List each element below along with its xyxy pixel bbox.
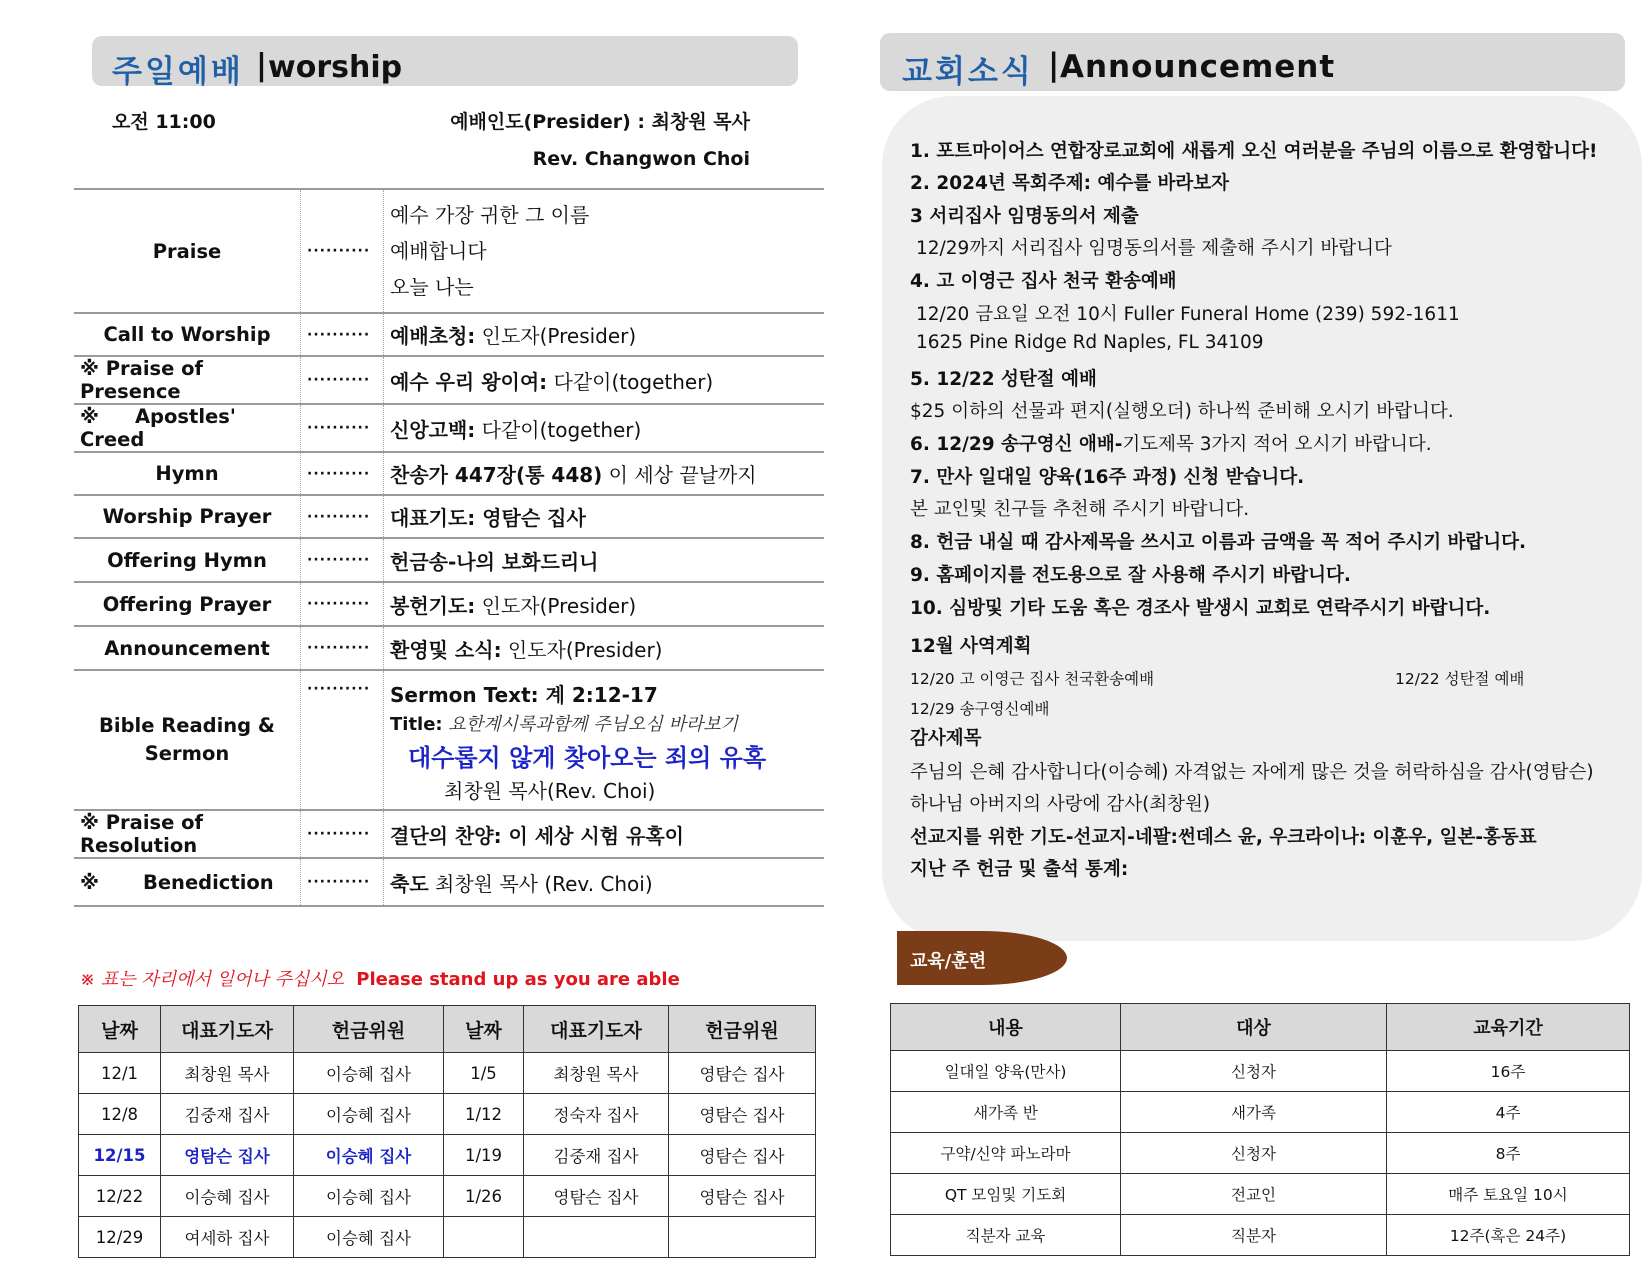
order-content-text: 최창원 목사 (Rev. Choi) xyxy=(428,871,653,896)
duty-header-row xyxy=(79,1006,816,1053)
order-dots: ·········· xyxy=(301,810,384,858)
table-cell: 구약/신약 파노라마 xyxy=(891,1133,1121,1174)
education-tab xyxy=(897,931,1067,985)
announcement-header xyxy=(880,33,1625,91)
table-cell: 12/29 xyxy=(79,1217,161,1258)
order-content xyxy=(384,313,825,356)
duty-header: 대표기도자 xyxy=(524,1006,669,1053)
table-cell: 16주 xyxy=(1387,1051,1630,1092)
announcement-detail: 12/29까지 서리집사 임명동의서를 제출해 주시기 바랍니다 xyxy=(916,238,1392,259)
table-row xyxy=(79,1176,816,1217)
order-label-text: Apostles' Creed xyxy=(80,405,236,451)
table-cell: 김중재 집사 xyxy=(161,1094,294,1135)
announcement-header-ko: 교회소식 xyxy=(902,54,1034,90)
order-row-hymn xyxy=(74,452,824,495)
worship-header-sep: | xyxy=(256,48,267,83)
table-cell: 신청자 xyxy=(1121,1051,1387,1092)
table-row xyxy=(891,1133,1630,1174)
announcement-item: 3 서리집사 임명동의서 제출 xyxy=(910,206,1139,227)
order-dots: ·········· xyxy=(301,313,384,356)
table-cell: 전교인 xyxy=(1121,1174,1387,1215)
order-content-text: 이 세상 끝날까지 xyxy=(602,463,757,487)
order-content-bold: 축도 xyxy=(390,871,429,896)
order-row-announcement xyxy=(74,626,824,670)
table-cell: 정숙자 집사 xyxy=(524,1094,669,1135)
praise-song: 예배합니다 xyxy=(390,239,487,263)
table-cell: QT 모임및 기도회 xyxy=(891,1174,1121,1215)
announcement-item: 1. 포트마이어스 연합장로교회에 새롭게 오신 여러분을 주님의 이름으로 환영합니다! xyxy=(910,141,1598,162)
order-content-bold: 신앙고백: xyxy=(390,417,476,442)
table-cell: 이승혜 집사 xyxy=(294,1135,444,1176)
order-label xyxy=(74,404,301,452)
order-dots: ·········· xyxy=(301,626,384,670)
order-label: ※ Praise of Presence xyxy=(74,356,301,404)
table-cell: 영탐슨 집사 xyxy=(669,1053,816,1094)
table-row xyxy=(79,1053,816,1094)
announcement-header-en: Announcement xyxy=(1060,49,1336,85)
table-cell: 이승혜 집사 xyxy=(294,1217,444,1258)
plan-title: 12월 사역계획 xyxy=(910,636,1032,657)
order-content xyxy=(384,495,825,538)
praise-song: 오늘 나는 xyxy=(390,275,474,299)
order-row-praise xyxy=(74,189,824,313)
announcement-detail: 1625 Pine Ridge Rd Naples, FL 34109 xyxy=(916,332,1264,353)
order-content xyxy=(384,810,825,858)
order-dots: ·········· xyxy=(301,670,384,810)
sermon-label-1: Bible Reading & xyxy=(99,714,275,737)
announcement-item-bold: 6. 12/29 송구영신 애배- xyxy=(910,434,1123,455)
table-cell: 1/5 xyxy=(444,1053,524,1094)
table-cell: 8주 xyxy=(1387,1133,1630,1174)
order-row-benediction xyxy=(74,858,824,906)
table-cell: 새가족 반 xyxy=(891,1092,1121,1133)
order-label: Praise xyxy=(74,189,301,313)
order-content xyxy=(384,582,825,626)
table-row xyxy=(79,1094,816,1135)
duty-header: 날짜 xyxy=(79,1006,161,1053)
order-dots: ·········· xyxy=(301,189,384,313)
education-header: 대상 xyxy=(1121,1004,1387,1051)
sermon-content xyxy=(384,670,825,810)
order-content-text: 인도자(Presider) xyxy=(475,593,637,618)
order-label: Hymn xyxy=(74,452,301,495)
education-header: 내용 xyxy=(891,1004,1121,1051)
table-cell: 이승혜 집사 xyxy=(294,1094,444,1135)
table-cell: 이승혜 집사 xyxy=(294,1053,444,1094)
order-content-text: 인도자(Presider) xyxy=(501,637,663,662)
order-label: Offering Hymn xyxy=(74,538,301,582)
order-of-worship xyxy=(74,188,824,907)
order-row-offering-hymn xyxy=(74,538,824,582)
duty-header: 헌금위원 xyxy=(669,1006,816,1053)
standing-mark: ※ xyxy=(80,405,99,428)
order-content-bold: 찬송가 447장(통 448) xyxy=(390,463,603,487)
education-header-row xyxy=(891,1004,1630,1051)
plan-item: 12/20 고 이영근 집사 천국환송예배 xyxy=(910,670,1155,688)
order-label: Worship Prayer xyxy=(74,495,301,538)
stand-note-ko: ※ 표는 자리에서 일어나 주십시오 xyxy=(80,969,345,990)
order-row-presence xyxy=(74,356,824,404)
stand-note-en: Please stand up as you are able xyxy=(356,969,680,990)
offering-stats: 지난 주 헌금 및 출석 통계: xyxy=(910,859,1129,880)
table-cell: 영탐슨 집사 xyxy=(669,1094,816,1135)
praise-song: 예수 가장 귀한 그 이름 xyxy=(390,203,590,227)
worship-header xyxy=(92,36,798,90)
duty-header: 대표기도자 xyxy=(161,1006,294,1053)
announcement-item-text: 기도제목 3가지 적어 오시기 바랍니다. xyxy=(1122,434,1432,455)
presider-en: Rev. Changwon Choi xyxy=(532,148,750,170)
table-cell: 여세하 집사 xyxy=(161,1217,294,1258)
order-content-bold: 환영및 소식: xyxy=(390,637,502,662)
table-cell: 매주 토요일 10시 xyxy=(1387,1174,1630,1215)
order-content xyxy=(384,404,825,452)
duty-header: 헌금위원 xyxy=(294,1006,444,1053)
table-cell: 직분자 교육 xyxy=(891,1215,1121,1256)
announcement-detail: 본 교인및 친구들 추천해 주시기 바랍니다. xyxy=(910,499,1250,520)
order-content-bold: 헌금송-나의 보화드리니 xyxy=(390,549,599,574)
education-header: 교육기간 xyxy=(1387,1004,1630,1051)
table-cell xyxy=(669,1217,816,1258)
order-dots: ·········· xyxy=(301,356,384,404)
table-cell xyxy=(444,1217,524,1258)
table-cell: 영탐슨 집사 xyxy=(669,1176,816,1217)
education-tab-label: 교육/훈련 xyxy=(910,951,987,972)
order-label: ※ Praise of Resolution xyxy=(74,810,301,858)
table-cell: 12/8 xyxy=(79,1094,161,1135)
sermon-title: 대수롭지 않게 찾아오는 죄의 유혹 xyxy=(408,744,766,772)
praise-songs xyxy=(384,189,825,313)
table-row-current xyxy=(79,1135,816,1176)
announcement-item: 9. 홈페이지를 전도용으로 잘 사용해 주시기 바랍니다. xyxy=(910,565,1351,586)
announcement-item: 7. 만사 일대일 양육(16주 과정) 신청 받습니다. xyxy=(910,467,1305,488)
order-row-offering-prayer xyxy=(74,582,824,626)
table-cell: 김중재 집사 xyxy=(524,1135,669,1176)
presider: 예배인도(Presider) : 최창원 목사 xyxy=(450,111,750,133)
sermon-label-2: Sermon xyxy=(144,742,230,765)
announcement-detail: $25 이하의 선물과 편지(실행오더) 하나씩 준비해 오시기 바랍니다. xyxy=(910,401,1454,422)
order-row-creed xyxy=(74,404,824,452)
stand-note xyxy=(80,965,680,991)
order-dots: ·········· xyxy=(301,582,384,626)
table-cell: 4주 xyxy=(1387,1092,1630,1133)
order-row-prayer xyxy=(74,495,824,538)
table-cell: 최창원 목사 xyxy=(161,1053,294,1094)
announcement-header-sep: | xyxy=(1048,47,1060,83)
plan-item: 12/22 성탄절 예배 xyxy=(1395,670,1525,688)
announcement-detail: 12/20 금요일 오전 10시 Fuller Funeral Home (239) 592-1611 xyxy=(916,304,1460,325)
table-cell: 신청자 xyxy=(1121,1133,1387,1174)
order-row-sermon xyxy=(74,670,824,810)
order-content-text: 다같이(together) xyxy=(547,369,714,394)
worship-header-en: worship xyxy=(268,50,403,85)
order-content xyxy=(384,626,825,670)
order-content xyxy=(384,356,825,404)
standing-mark: ※ xyxy=(80,870,99,894)
order-label: Offering Prayer xyxy=(74,582,301,626)
thanks-title: 감사제목 xyxy=(910,728,982,749)
plan-item: 12/29 송구영신예배 xyxy=(910,700,1050,718)
order-content-text: 다같이(together) xyxy=(475,417,642,442)
table-cell xyxy=(524,1217,669,1258)
table-cell: 12/15 xyxy=(79,1135,161,1176)
sermon-preacher: 최창원 목사(Rev. Choi) xyxy=(444,779,656,803)
order-content xyxy=(384,858,825,906)
order-label xyxy=(74,858,301,906)
order-content-text: 인도자(Presider) xyxy=(475,324,637,348)
order-row-call xyxy=(74,313,824,356)
table-cell: 이승혜 집사 xyxy=(161,1176,294,1217)
table-cell: 영탐슨 집사 xyxy=(669,1135,816,1176)
order-content xyxy=(384,538,825,582)
table-cell: 1/19 xyxy=(444,1135,524,1176)
order-content-bold: 대표기도: 영탐슨 집사 xyxy=(390,506,586,530)
table-cell: 영탐슨 집사 xyxy=(524,1176,669,1217)
order-content-bold: 예배초청: xyxy=(390,324,476,348)
table-cell: 12주(혹은 24주) xyxy=(1387,1215,1630,1256)
table-cell: 12/22 xyxy=(79,1176,161,1217)
duty-header: 날짜 xyxy=(444,1006,524,1053)
order-row-resolution xyxy=(74,810,824,858)
table-row xyxy=(891,1215,1630,1256)
table-cell: 영탐슨 집사 xyxy=(161,1135,294,1176)
sermon-title-label: Title: xyxy=(390,714,443,735)
thanks-item: 하나님 아버지의 사랑에 감사(최창원) xyxy=(910,794,1211,815)
order-dots: ·········· xyxy=(301,495,384,538)
order-label: Announcement xyxy=(74,626,301,670)
table-cell: 새가족 xyxy=(1121,1092,1387,1133)
table-row xyxy=(891,1174,1630,1215)
order-label xyxy=(74,670,301,810)
service-time: 오전 11:00 xyxy=(112,111,216,133)
mission-prayer: 선교지를 위한 기도-선교지-네팔:썬데스 윤, 우크라이나: 이훈우, 일본-홍동표 xyxy=(910,827,1537,848)
table-cell: 12/1 xyxy=(79,1053,161,1094)
announcement-item: 2. 2024년 목회주제: 예수를 바라보자 xyxy=(910,173,1230,194)
order-dots: ·········· xyxy=(301,452,384,495)
announcement-item: 5. 12/22 성탄절 예배 xyxy=(910,369,1097,390)
sermon-title-subtitle: 요한계시록과함께 주님오심 바라보기 xyxy=(448,714,739,735)
table-cell: 1/12 xyxy=(444,1094,524,1135)
education-table xyxy=(890,1003,1630,1256)
worship-header-ko: 주일예배 xyxy=(112,54,244,90)
order-content xyxy=(384,452,825,495)
table-row xyxy=(891,1051,1630,1092)
table-cell: 일대일 양육(만사) xyxy=(891,1051,1121,1092)
order-label: Call to Worship xyxy=(74,313,301,356)
thanks-item: 주님의 은혜 감사합니다(이승혜) 자격없는 자에게 많은 것을 허락하심을 감사(영탐슨) xyxy=(910,762,1594,783)
table-row xyxy=(79,1217,816,1258)
announcement-item: 8. 헌금 내실 때 감사제목을 쓰시고 이름과 금액을 꼭 적어 주시기 바랍니다. xyxy=(910,532,1527,553)
table-cell: 최창원 목사 xyxy=(524,1053,669,1094)
table-cell: 직분자 xyxy=(1121,1215,1387,1256)
announcement-item: 4. 고 이영근 집사 천국 환송예배 xyxy=(910,271,1177,292)
announcement-item xyxy=(910,430,1432,456)
sermon-text: Sermon Text: 계 2:12-17 xyxy=(390,683,658,707)
order-dots: ·········· xyxy=(301,538,384,582)
table-cell: 1/26 xyxy=(444,1176,524,1217)
order-dots: ·········· xyxy=(301,404,384,452)
order-dots: ·········· xyxy=(301,858,384,906)
announcement-item: 10. 심방및 기타 도움 혹은 경조사 발생시 교회로 연락주시기 바랍니다. xyxy=(910,598,1491,619)
sermon-title-line xyxy=(390,710,824,736)
table-cell: 이승혜 집사 xyxy=(294,1176,444,1217)
order-content-bold: 예수 우리 왕이여: xyxy=(390,369,548,394)
order-content-bold: 봉헌기도: xyxy=(390,593,476,618)
order-label-text: Benediction xyxy=(142,870,274,894)
order-content-bold: 결단의 찬양: 이 세상 시험 유혹이 xyxy=(390,823,684,848)
duty-table xyxy=(78,1005,816,1258)
table-row xyxy=(891,1092,1630,1133)
